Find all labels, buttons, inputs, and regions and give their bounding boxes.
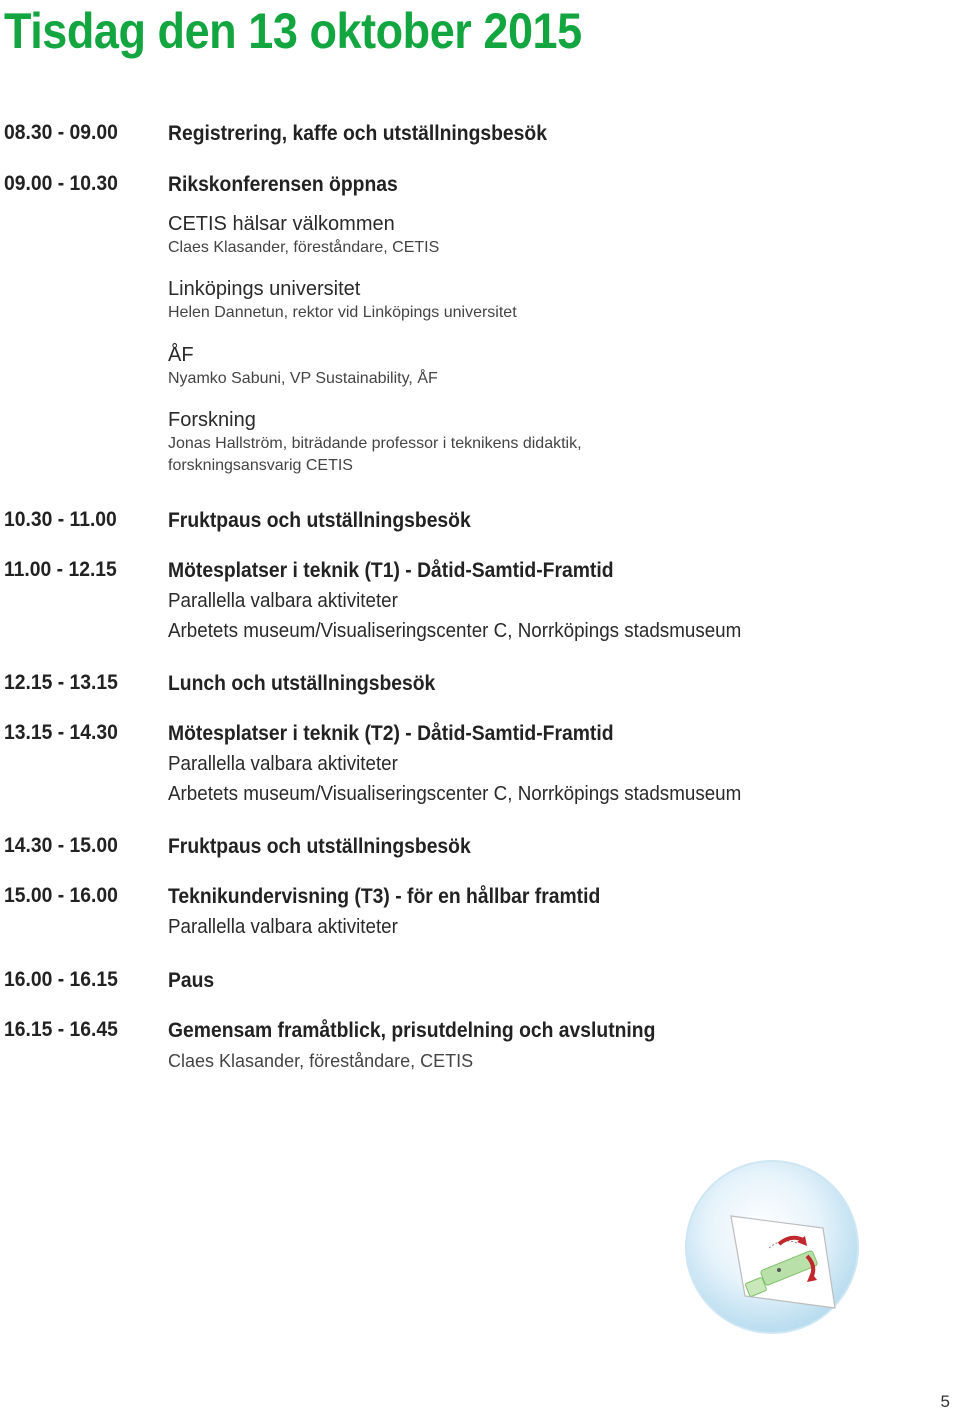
session-venue: Arbetets museum/Visualiseringscenter C, Norrköpings stadsmuseum [168, 620, 742, 642]
session-time: 16.00 - 16.15 [4, 968, 118, 991]
speaker-block [168, 211, 439, 259]
speaker-description: Claes Klasander, föreståndare, CETIS [168, 239, 440, 256]
session-time: 11.00 - 12.15 [4, 558, 117, 581]
session-time: 15.00 - 16.00 [4, 884, 118, 907]
speaker-heading: CETIS hälsar välkommen [168, 213, 395, 235]
speaker-description: Nyamko Sabuni, VP Sustainability, ÅF [168, 370, 438, 387]
session-title: Lunch och utställningsbesök [168, 672, 436, 695]
globe-illustration [683, 1158, 861, 1336]
speaker-block [168, 276, 517, 324]
session-time: 14.30 - 15.00 [4, 834, 118, 857]
session-title: Mötesplatser i teknik (T1) - Dåtid-Samtid-Framtid [168, 559, 614, 582]
session-time: 10.30 - 11.00 [4, 508, 117, 531]
session-title: Mötesplatser i teknik (T2) - Dåtid-Samtid-Framtid [168, 722, 614, 745]
speaker-heading: ÅF [168, 344, 194, 366]
speaker-description: Jonas Hallström, biträdande professor i teknikens didaktik, [168, 435, 582, 452]
session-time: 16.15 - 16.45 [4, 1018, 118, 1041]
session-title: Teknikundervisning (T3) - för en hållbar framtid [168, 885, 601, 908]
session-time: 13.15 - 14.30 [4, 721, 118, 744]
session-venue: Arbetets museum/Visualiseringscenter C, Norrköpings stadsmuseum [168, 783, 742, 805]
session-time: 09.00 - 10.30 [4, 172, 118, 195]
page-number: 5 [940, 1392, 950, 1411]
speaker-block [168, 342, 438, 390]
speaker-block [168, 407, 582, 477]
globe-icon [683, 1158, 861, 1336]
session-title: Fruktpaus och utställningsbesök [168, 835, 471, 858]
session-title: Rikskonferensen öppnas [168, 173, 398, 196]
session-subtitle: Parallella valbara aktiviteter [168, 916, 398, 938]
session-time: 08.30 - 09.00 [4, 121, 118, 144]
speaker-description: Helen Dannetun, rektor vid Linköpings universitet [168, 304, 517, 321]
speaker-description: Claes Klasander, föreståndare, CETIS [168, 1051, 474, 1071]
session-title: Gemensam framåtblick, prisutdelning och avslutning [168, 1019, 656, 1042]
session-title: Registrering, kaffe och utställningsbesök [168, 122, 547, 145]
session-subtitle: Parallella valbara aktiviteter [168, 753, 398, 775]
speaker-heading: Linköpings universitet [168, 278, 361, 300]
session-time: 12.15 - 13.15 [4, 671, 118, 694]
session-title: Paus [168, 969, 215, 992]
speaker-heading: Forskning [168, 409, 256, 431]
session-title: Fruktpaus och utställningsbesök [168, 509, 471, 532]
speaker-description-cont: forskningsansvarig CETIS [168, 457, 353, 474]
page-title: Tisdag den 13 oktober 2015 [4, 3, 582, 59]
session-subtitle: Parallella valbara aktiviteter [168, 590, 398, 612]
